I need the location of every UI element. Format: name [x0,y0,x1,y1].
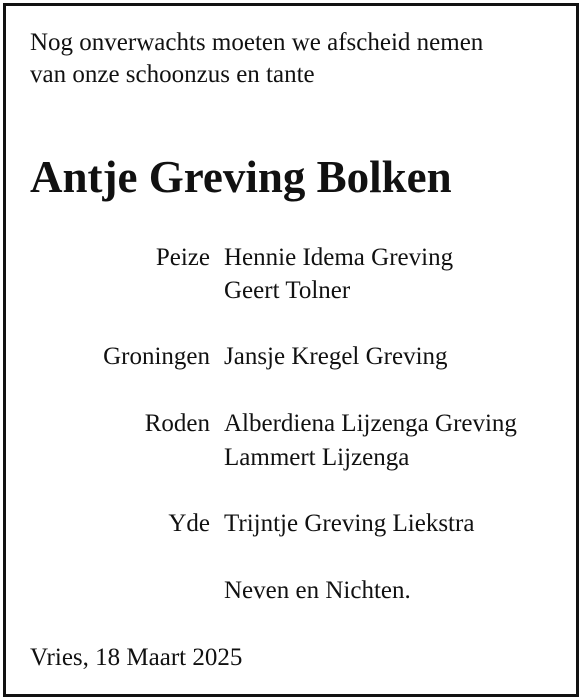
place-date: Vries, 18 Maart 2025 [30,644,243,671]
family-member: Alberdiena Lijzenga Greving [224,410,517,437]
family-member: Hennie Idema Greving [224,244,454,271]
family-member: Jansje Kregel Greving [224,343,448,370]
family-place-yde: Yde [168,510,210,537]
family-member: Lammert Lijzenga [224,444,410,471]
deceased-name: Antje Greving Bolken [30,152,452,202]
intro-text [30,27,483,91]
intro-line-2: van onze schoonzus en tante [30,61,315,88]
family-place-roden: Roden [144,410,210,437]
family-place-peize: Peize [155,244,210,271]
family-place-groningen: Groningen [103,343,210,370]
family-member: Geert Tolner [224,277,351,304]
family-member: Trijntje Greving Liekstra [224,510,475,537]
intro-line-1: Nog onverwachts moeten we afscheid nemen [30,29,484,56]
family-member-relatives: Neven en Nichten. [224,577,411,604]
